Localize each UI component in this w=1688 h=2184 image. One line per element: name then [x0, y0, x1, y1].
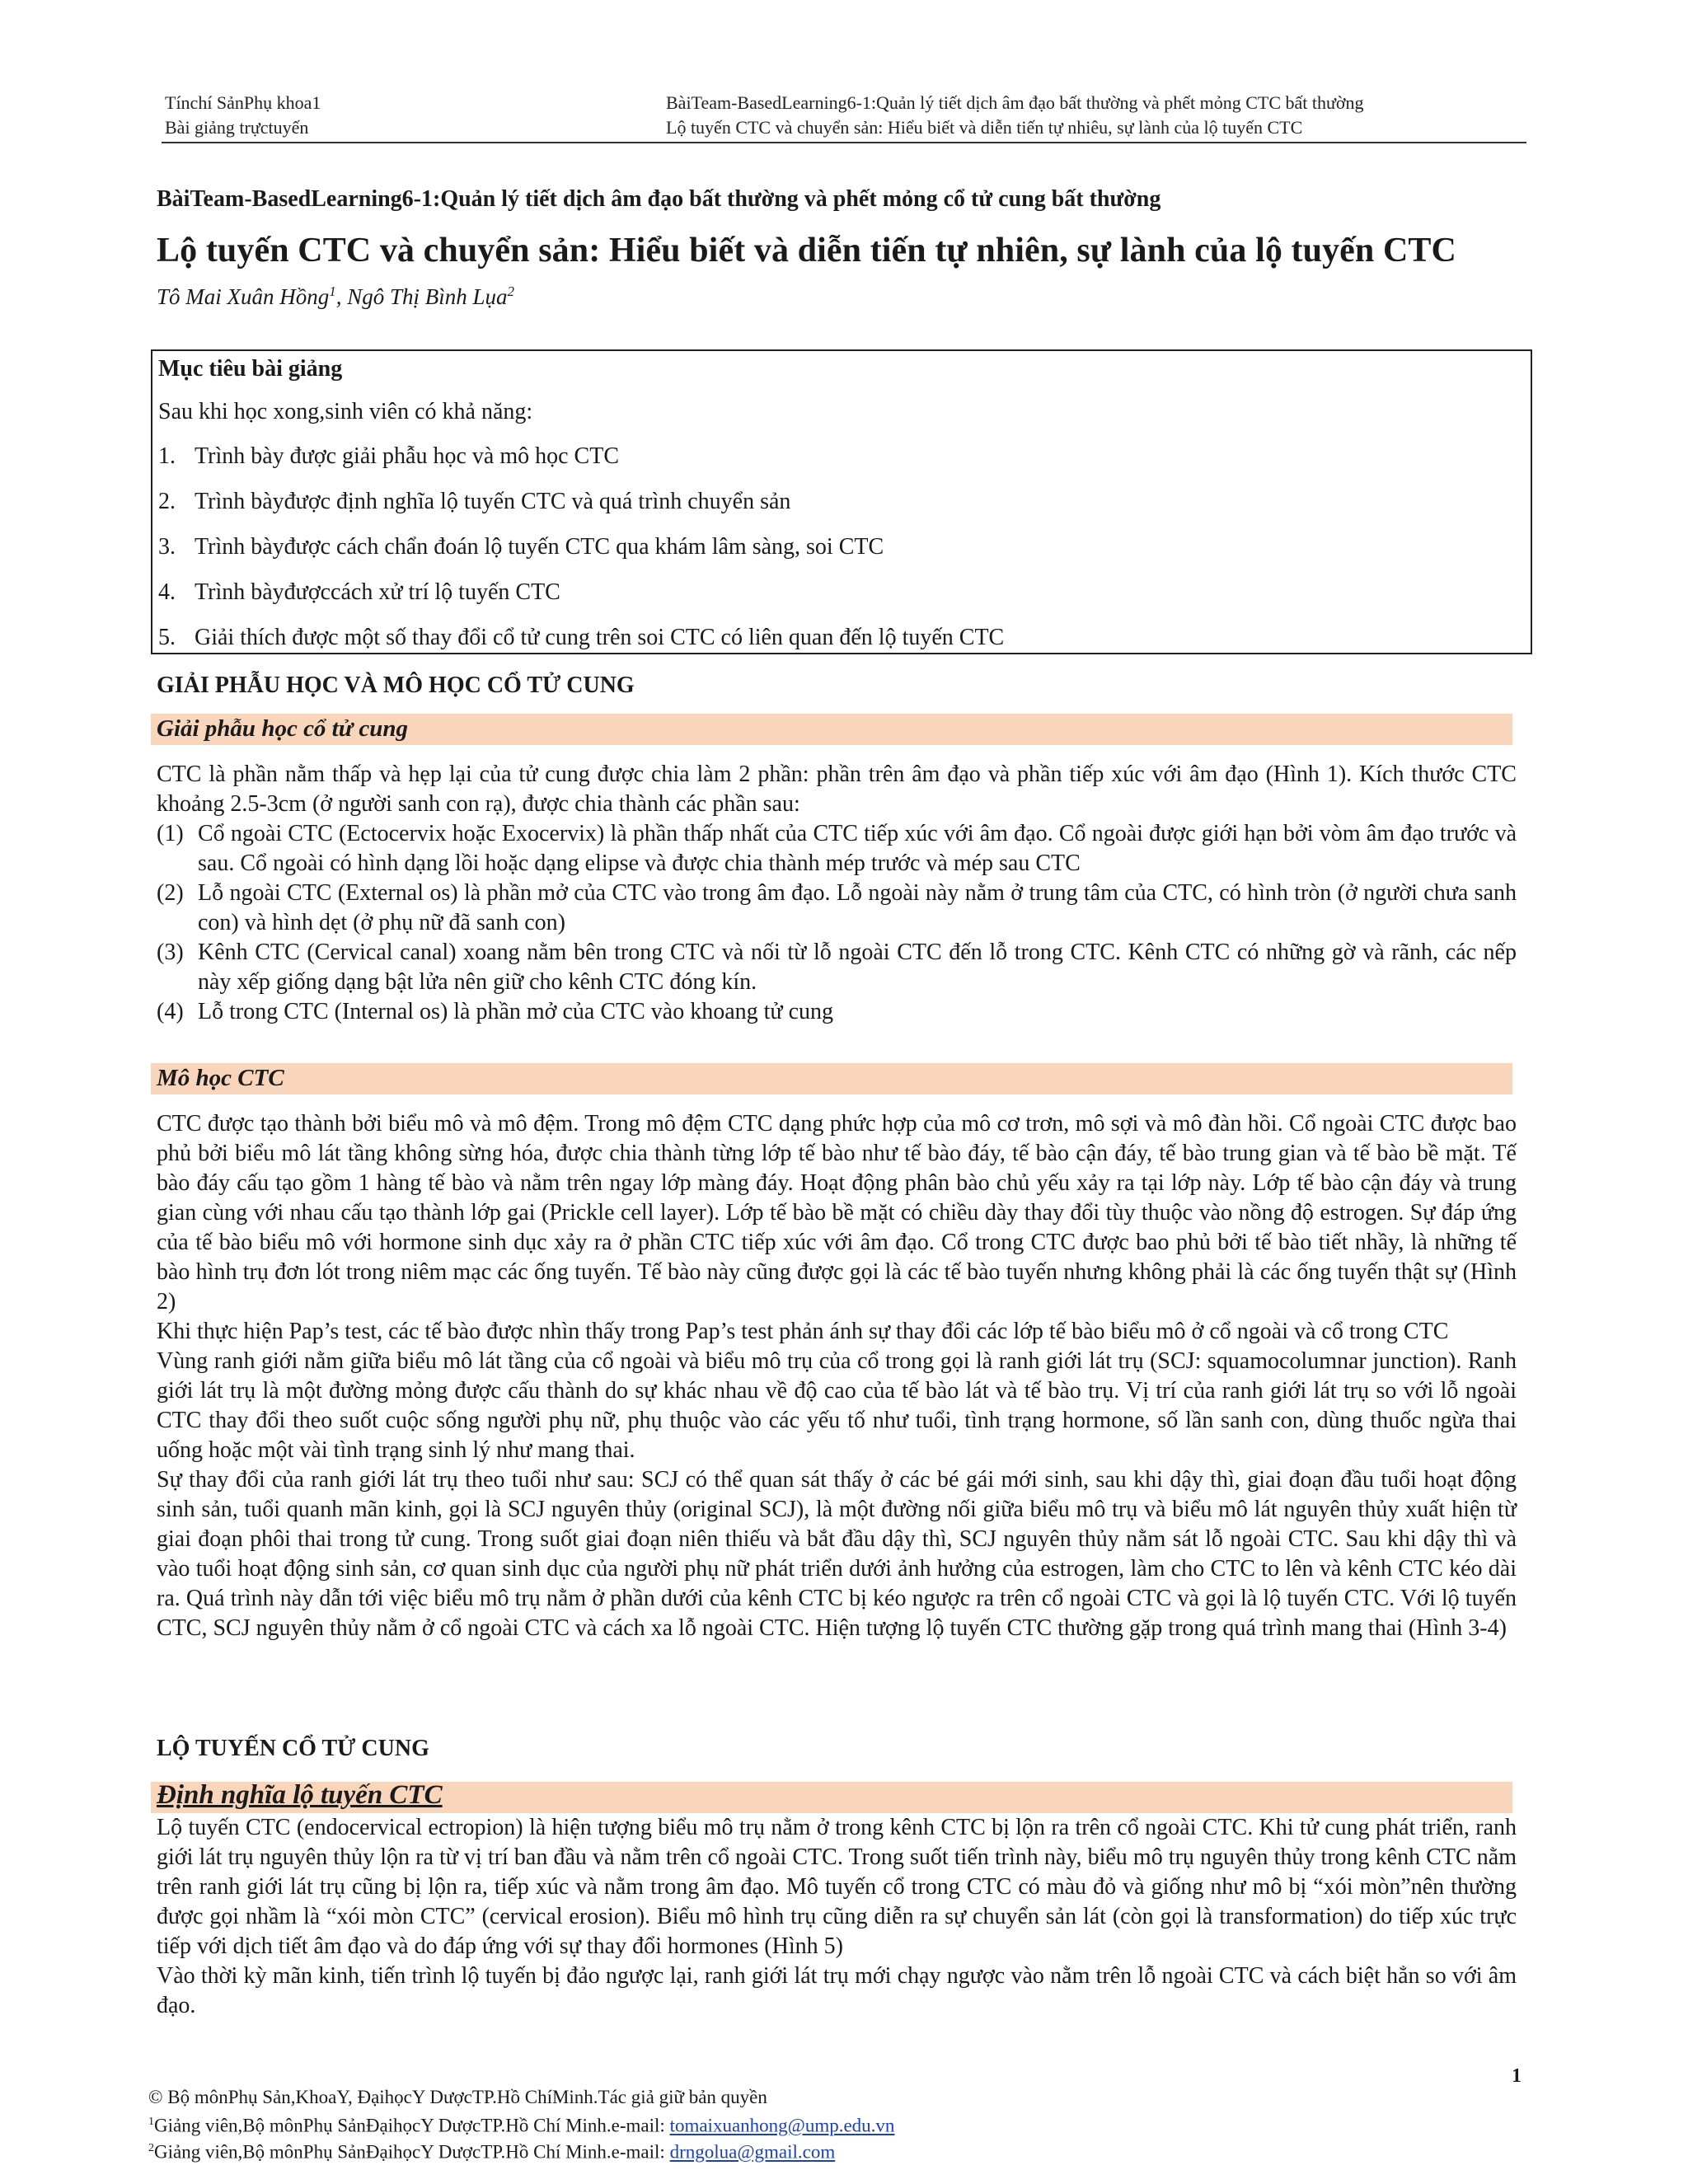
page-number: 1 — [1512, 2065, 1522, 2087]
list-number: (3) — [157, 940, 184, 965]
objective-item — [158, 625, 1004, 651]
histology-paragraph: Sự thay đổi của ranh giới lát trụ theo tuổi như sau: SCJ có thể quan sát thấy ở các bé gái mới sinh, sau khi dậy thì, giai đoạn đầu tuổi hoạt động sinh sản, tuổi quanh mãn kinh, gọi là SCJ nguyên thủy (original SCJ), là một đường nối giữa biểu mô trụ và biểu mô lát nguyên thủy xuất hiện từ giai đoạn phôi thai trong tử cung. Trong suốt giai đoạn niên thiếu và bắt đầu dậy thì, SCJ nguyên thủy nằm sát lỗ ngoài CTC. Sau khi dậy thì và vào tuổi hoạt động sinh sản, cơ quan sinh dục của người phụ nữ phát triển dưới ảnh hưởng của estrogen, làm cho CTC to lên và kênh CTC kéo dài ra. Quá trình này dẫn tới việc biểu mô trụ nằm ở phần dưới của kênh CTC bị kéo ngược ra trên cổ ngoài CTC và gọi là lộ tuyến CTC. Với lộ tuyến CTC, SCJ nguyên thủy nằm ở cổ ngoài CTC và cách xa lỗ ngoài CTC. Hiện tượng lộ tuyến CTC thường gặp trong quá trình mang thai (Hình 3-4) — [157, 1467, 1517, 1641]
author-1: Tô Mai Xuân Hồng — [157, 284, 330, 309]
anatomy-list-item — [157, 997, 1517, 1027]
series-title: BàiTeam-BasedLearning6-1:Quản lý tiết dịch âm đạo bất thường và phết mỏng cổ tử cung bất thường — [157, 186, 1161, 212]
objective-item — [158, 579, 560, 606]
list-number: (2) — [157, 880, 184, 906]
running-header-left — [165, 91, 321, 140]
definition-paragraph: Lộ tuyến CTC (endocervical ectropion) là hiện tượng biểu mô trụ nằm ở trong kênh CTC bị lộn ra trên cổ ngoài CTC. Khi tử cung phát triển, ranh giới lát trụ nguyên thủy lộn ra từ vị trí ban đầu và nằm trên cổ ngoài CTC. Trong suốt tiến trình này, biểu mô trụ nguyên thủy trong kênh CTC nằm trên ranh giới lát trụ cũng bị lộn ra, tiếp xúc và nằm trong âm đạo. Mô tuyến cổ trong CTC có màu đỏ và giống như mô bị “xói mòn”nên thường được gọi nhầm là “xói mòn CTC” (cervical erosion). Biểu mô hình trụ cũng diễn ra sự chuyển sản lát (còn gọi là transformation) do tiếp xúc trực tiếp với dịch tiết âm đạo và do đáp ứng với sự thay đổi hormones (Hình 5) — [157, 1815, 1517, 1959]
anatomy-intro: CTC là phần nằm thấp và hẹp lại của tử cung được chia làm 2 phần: phần trên âm đạo và phần tiếp xúc với âm đạo (Hình 1). Kích thước CTC khoảng 2.5-3cm (ở người sanh con rạ), được chia thành các phần sau: — [157, 762, 1517, 817]
objective-item — [158, 534, 884, 560]
course-name: Tínchí SảnPhụ khoa1 — [165, 92, 321, 113]
histology-paragraph: CTC được tạo thành bởi biểu mô và mô đệm. Trong mô đệm CTC dạng phức hợp của mô cơ trơn, mô sợi và mô đàn hồi. Cổ ngoài CTC được bao phủ bởi biểu mô lát tầng không sừng hóa, được chia thành từng lớp tế bào như tế bào đáy, tế bào cận đáy, tế bào trung gian và tế bào bề mặt. Tế bào đáy cấu tạo gồm 1 hàng tế bào và nằm trên ngay lớp màng đáy. Hoạt động phân bào chủ yếu xảy ra tại lớp này. Lớp tế bào cận đáy và trung gian cùng với nhau cấu tạo thành lớp gai (Prickle cell layer). Lớp tế bào bề mặt có chiều dày thay đổi tùy thuộc vào nồng độ estrogen. Sự đáp ứng của tế bào biểu mô với hormone sinh dục xảy ra ở phần CTC tiếp xúc với âm đạo. Cổ trong CTC được bao phủ bởi tế bào tiết nhầy, là những tế bào hình trụ đơn lót trong niêm mạc các ống tuyến. Tế bào này cũng được gọi là các tế bào tuyến nhưng không phải là các ống tuyến thật sự (Hình 2) — [157, 1111, 1517, 1315]
list-text: Lỗ ngoài CTC (External os) là phần mở của CTC vào trong âm đạo. Lỗ ngoài này nằm ở trung tâm của CTC, có hình tròn (ở người chưa sanh con) và hình dẹt (ở phụ nữ đã sanh con) — [198, 880, 1517, 935]
author-separator: , — [335, 284, 348, 309]
subsection-title-definition: Định nghĩa lộ tuyến CTC — [157, 1780, 443, 1810]
footnote-2-marker: 2 — [148, 2142, 154, 2154]
list-text: Lỗ trong CTC (Internal os) là phần mở của CTC vào khoang tử cung — [198, 999, 834, 1024]
list-text: Kênh CTC (Cervical canal) xoang nằm bên trong CTC và nối từ lỗ ngoài CTC đến lỗ trong CTC. Kênh CTC có những gờ và rãnh, các nếp này xếp giống dạng bật lửa nên giữ cho kênh CTC đóng kín. — [198, 940, 1517, 995]
footnote-1 — [148, 2110, 894, 2139]
objective-item — [158, 489, 790, 515]
objective-text: Giải thích được một số thay đổi cổ tử cung trên soi CTC có liên quan đến lộ tuyến CTC — [195, 625, 1005, 650]
header-series-title: BàiTeam-BasedLearning6-1:Quản lý tiết dịch âm đạo bất thường và phết mỏng CTC bất thường — [666, 92, 1364, 113]
histology-body — [157, 1109, 1517, 1643]
objective-number: 2. — [158, 489, 176, 514]
anatomy-body — [157, 760, 1517, 1027]
author-1-affiliation: 1 — [329, 284, 336, 299]
histology-paragraph: Khi thực hiện Pap’s test, các tế bào được nhìn thấy trong Pap’s test phản ánh sự thay đổi các lớp tế bào biểu mô ở cổ ngoài và cổ trong CTC — [157, 1319, 1449, 1344]
course-type: Bài giảng trựctuyến — [165, 117, 309, 138]
objective-number: 1. — [158, 443, 176, 469]
list-text: Cổ ngoài CTC (Ectocervix hoặc Exocervix) là phần thấp nhất của CTC tiếp xúc với âm đạo. Cổ ngoài được giới hạn bởi vòm âm đạo trước và sau. Cổ ngoài có hình dạng lồi hoặc dạng elipse và được chia thành mép trước và mép sau CTC — [198, 821, 1517, 876]
footnote-1-marker: 1 — [148, 2116, 154, 2128]
objectives-intro: Sau khi học xong,sinh viên có khả năng: — [158, 399, 533, 424]
authors-line — [157, 284, 514, 310]
anatomy-list-item — [157, 819, 1517, 879]
subsection-band-definition — [151, 1782, 1512, 1813]
objective-text: Trình bàyđượccách xử trí lộ tuyến CTC — [195, 579, 560, 605]
author-2: Ngô Thị Bình Lụa — [347, 284, 508, 309]
histology-paragraph: Vùng ranh giới nằm giữa biểu mô lát tầng của cổ ngoài và biểu mô trụ của cổ trong gọi là ranh giới lát trụ (SCJ: squamocolumnar junction). Ranh giới lát trụ là một đường mỏng được cấu thành do sự khác nhau về độ cao của tế bào lát và tế bào trụ. Vị trí của ranh giới lát trụ so với lỗ ngoài CTC thay đổi theo suốt cuộc sống người phụ nữ, phụ thuộc vào các yếu tố như tuổi, tình trạng hormone, số lần sanh con, dùng thuốc ngừa thai uống hoặc một vài tình trạng sinh lý như mang thai. — [157, 1348, 1517, 1463]
objectives-box — [151, 349, 1532, 654]
objective-item — [158, 443, 619, 470]
section-heading-ectropion: LỘ TUYẾN CỔ TỬ CUNG — [157, 1736, 429, 1761]
objective-text: Trình bàyđược định nghĩa lộ tuyến CTC và quá trình chuyển sản — [195, 489, 791, 514]
anatomy-list-item — [157, 879, 1517, 938]
footnote-1-text: Giảng viên,Bộ mônPhụ SảnĐạihọcY DượcTP.Hồ Chí Minh.e-mail: — [154, 2115, 670, 2136]
footnote-2-text: Giảng viên,Bộ mônPhụ SảnĐạihọcY DượcTP.Hồ Chí Minh.e-mail: — [154, 2141, 670, 2163]
anatomy-list-item — [157, 938, 1517, 997]
subsection-title-histology: Mô học CTC — [157, 1065, 284, 1091]
list-number: (4) — [157, 999, 184, 1024]
objective-number: 4. — [158, 579, 176, 605]
subsection-band-anatomy — [151, 714, 1512, 745]
email-link-author-1[interactable]: tomaixuanhong@ump.edu.vn — [669, 2115, 895, 2136]
list-number: (1) — [157, 821, 184, 846]
page-title: Lộ tuyến CTC và chuyển sản: Hiểu biết và diễn tiến tự nhiên, sự lành của lộ tuyến CTC — [157, 232, 1456, 269]
objective-number: 3. — [158, 534, 176, 560]
definition-paragraph: Vào thời kỳ mãn kinh, tiến trình lộ tuyến bị đảo ngược lại, ranh giới lát trụ mới chạy ngược vào nằm trên lỗ ngoài CTC và cách biệt hẳn so với âm đạo. — [157, 1963, 1517, 2018]
objective-text: Trình bày được giải phẫu học và mô học CTC — [195, 443, 619, 469]
footnote-2 — [148, 2136, 835, 2165]
footer-copyright: © Bộ mônPhụ Sản,KhoaY, ĐạihọcY DượcTP.Hồ ChíMinh.Tác giả giữ bản quyền — [148, 2087, 767, 2107]
objectives-title: Mục tiêu bài giảng — [158, 356, 343, 382]
header-divider — [162, 142, 1526, 143]
definition-body — [157, 1813, 1517, 2021]
running-header-right — [666, 91, 1364, 140]
email-link-author-2[interactable]: drngolua@gmail.com — [669, 2141, 836, 2163]
section-heading-anatomy-histology: GIẢI PHẪU HỌC VÀ MÔ HỌC CỔ TỬ CUNG — [157, 673, 635, 698]
objective-text: Trình bàyđược cách chẩn đoán lộ tuyến CTC qua khám lâm sàng, soi CTC — [195, 534, 884, 560]
objective-number: 5. — [158, 625, 176, 650]
subsection-title-anatomy: Giải phẫu học cổ tử cung — [157, 715, 408, 742]
author-2-affiliation: 2 — [507, 284, 515, 299]
header-lecture-title: Lộ tuyến CTC và chuyển sản: Hiểu biết và diễn tiến tự nhiêu, sự lành của lộ tuyến CTC — [666, 117, 1303, 138]
subsection-band-histology — [151, 1063, 1512, 1094]
